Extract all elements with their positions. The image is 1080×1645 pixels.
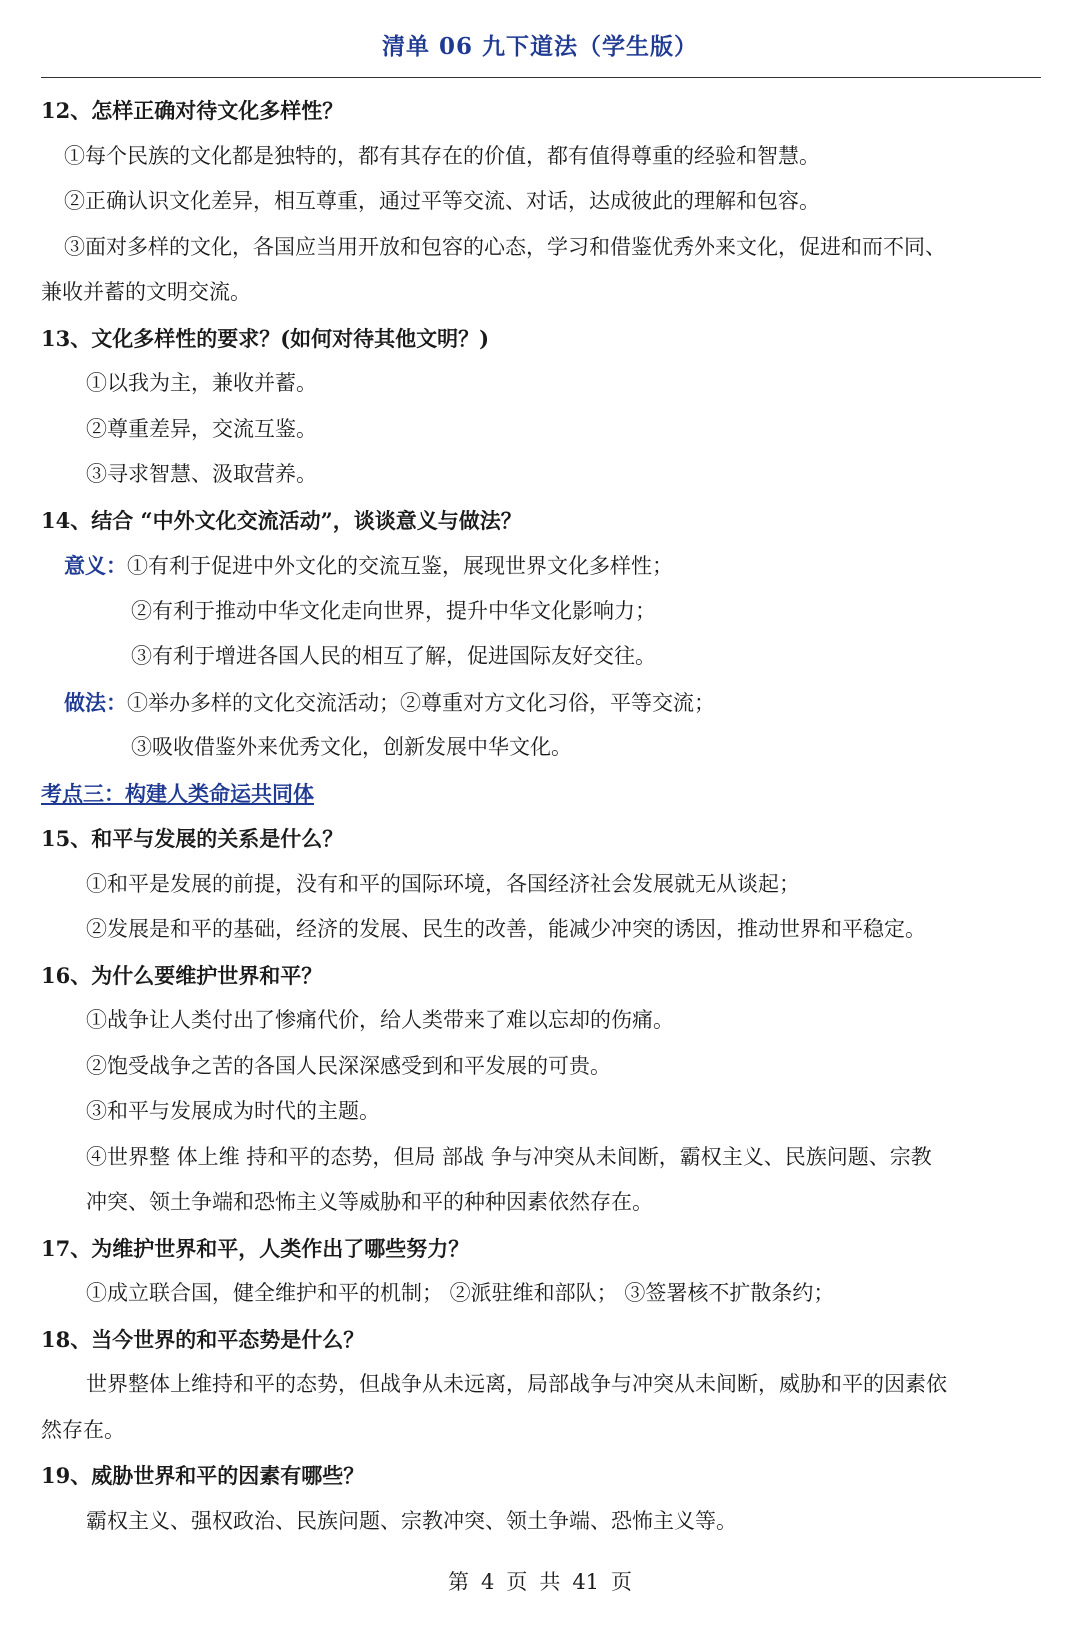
footer-total-unit: 页 [611,1570,633,1594]
answer-line: ③和平与发展成为时代的主题。 [86,1099,380,1123]
total-pages: 41 [572,1570,600,1594]
answer-line: 兼收并蓄的文明交流。 [41,280,251,304]
question-16-title: 16、为什么要维护世界和平？ [41,962,323,988]
question-13-title: 13、文化多样性的要求？(如何对待其他文明？) [41,325,490,351]
question-15-title: 15、和平与发展的关系是什么？ [41,826,344,851]
answer-line: 世界整体上维持和平的态势，但战争从未远离，局部战争与冲突从未间断，威胁和平的因素依 [86,1372,947,1396]
answer-line: ②尊重差异，交流互鉴。 [86,416,317,441]
practice-label: 做法： [64,689,127,715]
answer-line: ③有利于增进各国人民的相互了解，促进国际友好交往。 [131,644,656,668]
header-divider [41,77,1041,78]
answer-line: ③寻求智慧、汲取营养。 [86,462,317,486]
footer-page-unit: 页 [506,1570,528,1594]
answer-line: ②饱受战争之苦的各国人民深深感受到和平发展的可贵。 [86,1053,611,1078]
answer-line: ①和平是发展的前提，没有和平的国际环境，各国经济社会发展就无从谈起； [86,871,800,896]
footer-total-word: 共 [539,1570,561,1594]
answer-line: 冲突、领土争端和恐怖主义等威胁和平的种种因素依然存在。 [86,1190,653,1214]
answer-line: ②正确认识文化差异，相互尊重，通过平等交流、对话，达成彼此的理解和包容。 [64,189,820,213]
answer-line: ②有利于推动中华文化走向世界，提升中华文化影响力； [131,598,656,623]
question-12-title: 12、怎样正确对待文化多样性？ [41,98,344,123]
question-18-title: 18、当今世界的和平态势是什么？ [41,1326,365,1352]
answer-line: ①举办多样的文化交流活动；②尊重对方文化习俗，平等交流； [127,690,715,715]
question-19-title: 19、威胁世界和平的因素有哪些？ [41,1463,365,1488]
answer-line: ③面对多样的文化，各国应当用开放和包容的心态，学习和借鉴优秀外来文化，促进和而不同、 [64,234,946,259]
answer-line: ①战争让人类付出了惨痛代价，给人类带来了难以忘却的伤痛。 [86,1008,674,1032]
answer-line: 霸权主义、强权政治、民族问题、宗教冲突、领土争端、恐怖主义等。 [86,1508,737,1533]
answer-line: ③吸收借鉴外来优秀文化，创新发展中华文化。 [131,735,572,759]
section-heading: 考点三：构建人类命运共同体 [41,780,314,806]
page-footer [0,1566,1080,1596]
answer-line: ①成立联合国，健全维护和平的机制； ②派驻维和部队； ③签署核不扩散条约； [86,1281,835,1305]
meaning-row [41,543,1046,589]
answer-line: ②发展是和平的基础，经济的发展、民生的改善，能减少冲突的诱因，推动世界和平稳定。 [86,917,926,941]
footer-page-word: 第 [447,1570,469,1594]
page-number: 4 [480,1570,495,1594]
document-body [41,88,1046,1544]
answer-line: 然存在。 [41,1417,125,1442]
question-14-title: 14、结合 “中外文化交流活动”，谈谈意义与做法？ [41,507,522,533]
meaning-label: 意义： [64,553,127,578]
answer-line: ①有利于促进中外文化的交流互鉴，展现世界文化多样性； [127,554,673,578]
answer-line: ①每个民族的文化都是独特的，都有其存在的价值，都有值得尊重的经验和智慧。 [64,143,820,168]
answer-line: ①以我为主，兼收并蓄。 [86,371,317,395]
question-17-title: 17、为维护世界和平，人类作出了哪些努力？ [41,1235,470,1261]
practice-row [41,680,1046,726]
page-title: 清单 06 九下道法（学生版） [381,33,699,60]
answer-line: ④世界整 体上维 持和平的态势，但局 部战 争与冲突从未间断，霸权主义、民族问题、宗教 [86,1144,932,1169]
